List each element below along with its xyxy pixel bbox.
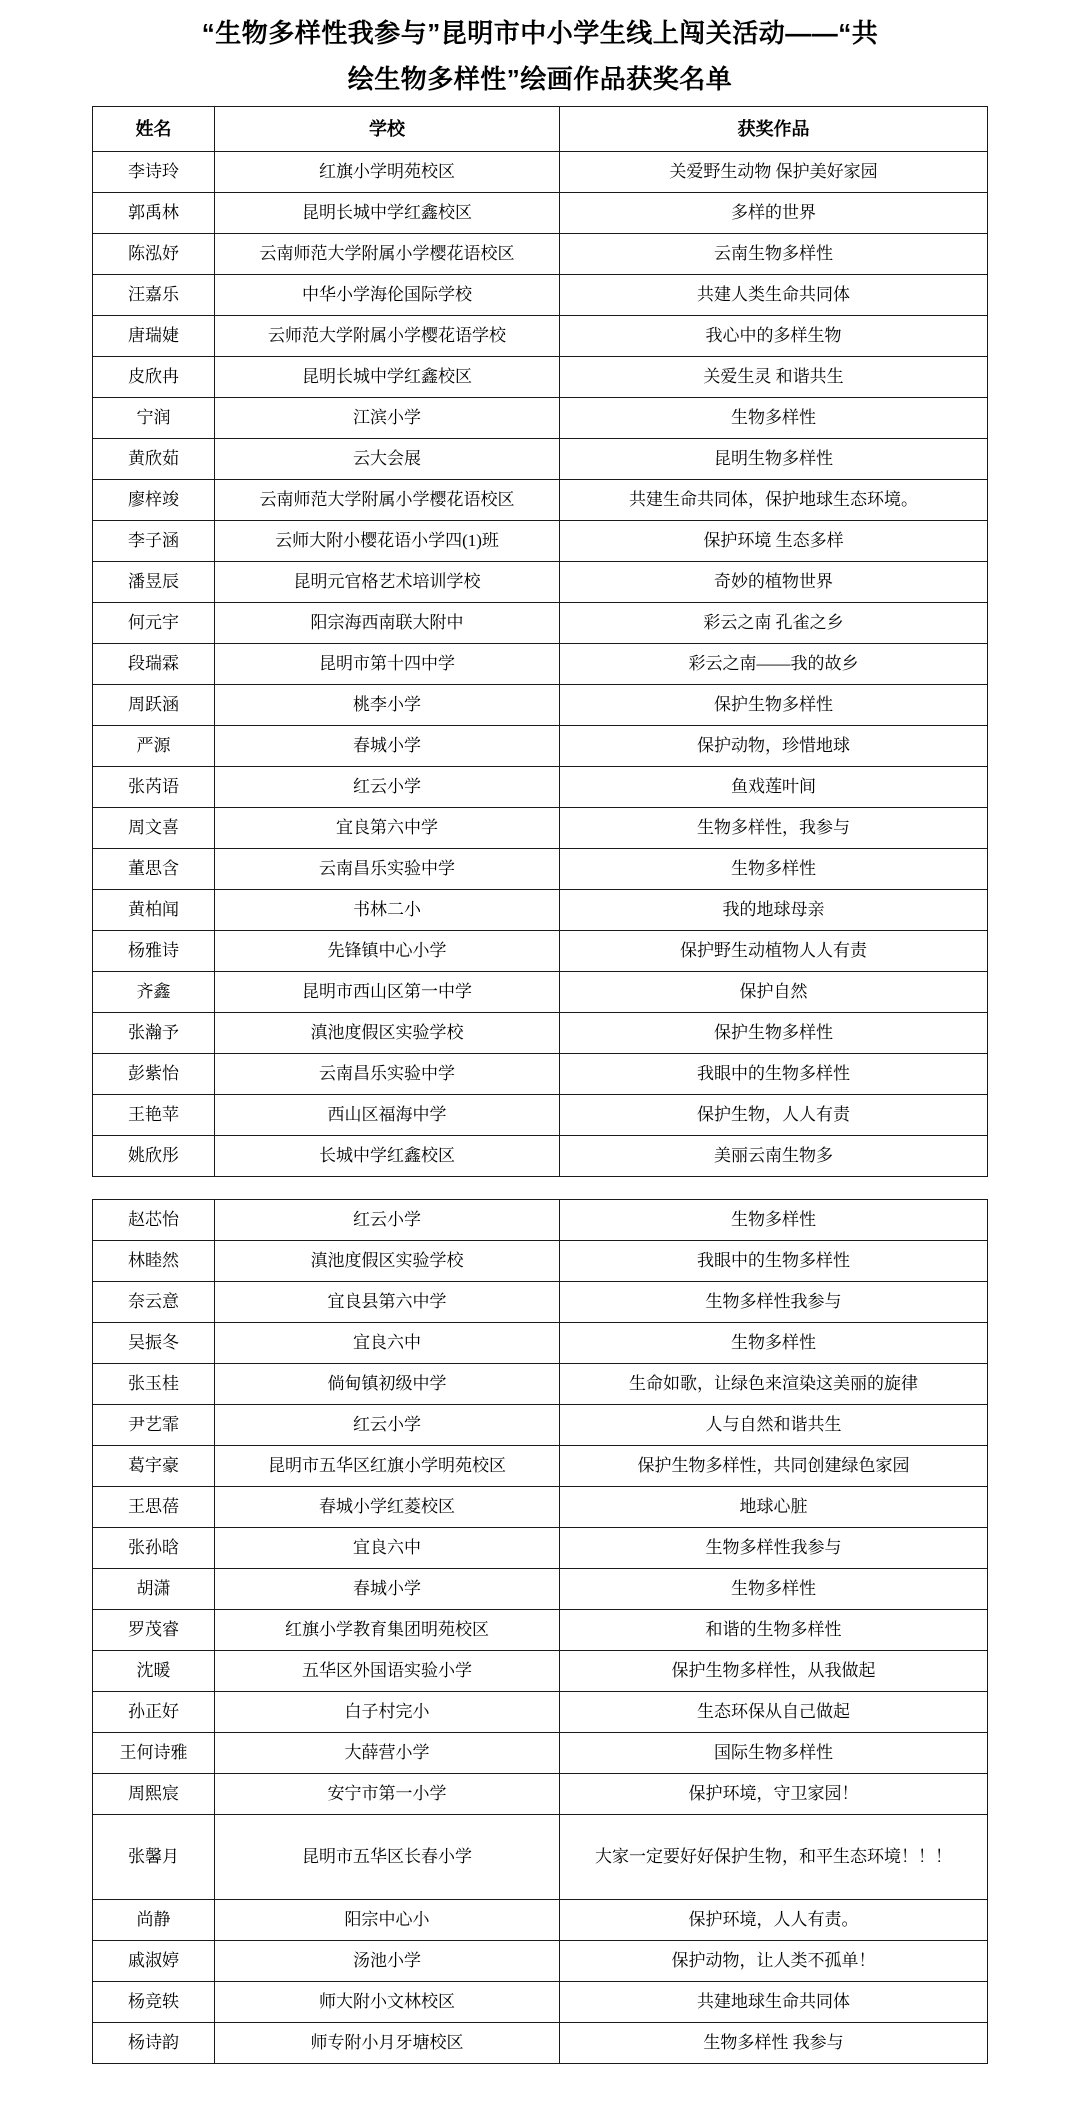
- table-row: [93, 1282, 988, 1323]
- table-row: [93, 1487, 988, 1528]
- cell-work: 生物多样性我参与: [560, 1282, 988, 1323]
- cell-work: 保护环境，人人有责。: [560, 1900, 988, 1941]
- cell-work: 我眼中的生物多样性: [560, 1241, 988, 1282]
- table-row: [93, 275, 988, 316]
- cell-school: 阳宗中心小: [215, 1900, 560, 1941]
- cell-work: 多样的世界: [560, 193, 988, 234]
- cell-school: 汤池小学: [215, 1941, 560, 1982]
- cell-name: 段瑞霖: [93, 644, 215, 685]
- cell-name: 皮欣冉: [93, 357, 215, 398]
- table-header-row: [93, 107, 988, 152]
- cell-name: 林睦然: [93, 1241, 215, 1282]
- cell-name: 王艳苹: [93, 1095, 215, 1136]
- cell-work: 保护生物，人人有责: [560, 1095, 988, 1136]
- table-row: [93, 849, 988, 890]
- award-table-body-1: [93, 152, 988, 1177]
- cell-school: 昆明市五华区长春小学: [215, 1815, 560, 1900]
- cell-work: 大家一定要好好保护生物，和平生态环境！！！: [560, 1815, 988, 1900]
- cell-name: 李诗玲: [93, 152, 215, 193]
- table-row: [93, 1200, 988, 1241]
- cell-name: 郭禹林: [93, 193, 215, 234]
- cell-work: 奇妙的植物世界: [560, 562, 988, 603]
- cell-school: 中华小学海伦国际学校: [215, 275, 560, 316]
- table-row: [93, 1405, 988, 1446]
- column-header-school: 学校: [215, 107, 560, 152]
- cell-work: 地球心脏: [560, 1487, 988, 1528]
- cell-name: 张玉桂: [93, 1364, 215, 1405]
- cell-name: 沈暖: [93, 1651, 215, 1692]
- cell-work: 国际生物多样性: [560, 1733, 988, 1774]
- cell-school: 云南昌乐实验中学: [215, 849, 560, 890]
- cell-name: 齐鑫: [93, 972, 215, 1013]
- table-row: [93, 439, 988, 480]
- cell-work: 云南生物多样性: [560, 234, 988, 275]
- table-row: [93, 1241, 988, 1282]
- table-row: [93, 890, 988, 931]
- cell-work: 保护生物多样性，共同创建绿色家园: [560, 1446, 988, 1487]
- cell-school: 春城小学红菱校区: [215, 1487, 560, 1528]
- cell-work: 生物多样性: [560, 1569, 988, 1610]
- cell-work: 生物多样性: [560, 1323, 988, 1364]
- cell-school: 红云小学: [215, 1200, 560, 1241]
- cell-name: 严源: [93, 726, 215, 767]
- cell-name: 彭紫怡: [93, 1054, 215, 1095]
- cell-name: 姚欣彤: [93, 1136, 215, 1177]
- cell-work: 生物多样性: [560, 1200, 988, 1241]
- cell-school: 阳宗海西南联大附中: [215, 603, 560, 644]
- award-table-section-1: [92, 106, 988, 1177]
- award-table-section-2: [92, 1199, 988, 2064]
- cell-name: 王思蓓: [93, 1487, 215, 1528]
- table-row: [93, 808, 988, 849]
- cell-school: 倘甸镇初级中学: [215, 1364, 560, 1405]
- table-row: [93, 1982, 988, 2023]
- cell-work: 保护生物多样性: [560, 685, 988, 726]
- cell-school: 西山区福海中学: [215, 1095, 560, 1136]
- page-title: [0, 0, 1080, 106]
- cell-school: 红旗小学教育集团明苑校区: [215, 1610, 560, 1651]
- page-title-line-2: 绘生物多样性”绘画作品获奖名单: [347, 64, 733, 94]
- cell-work: 人与自然和谐共生: [560, 1405, 988, 1446]
- cell-school: 江滨小学: [215, 398, 560, 439]
- table-row: [93, 1569, 988, 1610]
- table-row: [93, 767, 988, 808]
- cell-name: 周跃涵: [93, 685, 215, 726]
- cell-work: 共建生命共同体，保护地球生态环境。: [560, 480, 988, 521]
- cell-work: 生物多样性我参与: [560, 1528, 988, 1569]
- cell-school: 滇池度假区实验学校: [215, 1241, 560, 1282]
- cell-work: 美丽云南生物多: [560, 1136, 988, 1177]
- table-row: [93, 603, 988, 644]
- table-row: [93, 1610, 988, 1651]
- table-row: [93, 1774, 988, 1815]
- cell-school: 昆明市西山区第一中学: [215, 972, 560, 1013]
- cell-school: 宜良县第六中学: [215, 1282, 560, 1323]
- cell-name: 张瀚予: [93, 1013, 215, 1054]
- cell-school: 红云小学: [215, 1405, 560, 1446]
- table-row: [93, 1136, 988, 1177]
- cell-school: 书林二小: [215, 890, 560, 931]
- table-row: [93, 1941, 988, 1982]
- cell-school: 桃李小学: [215, 685, 560, 726]
- cell-name: 李子涵: [93, 521, 215, 562]
- table-row: [93, 357, 988, 398]
- table-row: [93, 152, 988, 193]
- table-row: [93, 1815, 988, 1900]
- cell-school: 昆明市五华区红旗小学明苑校区: [215, 1446, 560, 1487]
- cell-school: 师大附小文林校区: [215, 1982, 560, 2023]
- cell-work: 鱼戏莲叶间: [560, 767, 988, 808]
- cell-name: 杨竞轶: [93, 1982, 215, 2023]
- table-row: [93, 398, 988, 439]
- table-row: [93, 1364, 988, 1405]
- cell-work: 保护动物，让人类不孤单！: [560, 1941, 988, 1982]
- cell-name: 汪嘉乐: [93, 275, 215, 316]
- cell-school: 昆明长城中学红鑫校区: [215, 357, 560, 398]
- cell-work: 生物多样性: [560, 398, 988, 439]
- cell-name: 戚淑婷: [93, 1941, 215, 1982]
- column-header-name: 姓名: [93, 107, 215, 152]
- cell-name: 宁润: [93, 398, 215, 439]
- cell-work: 生物多样性 我参与: [560, 2023, 988, 2064]
- cell-school: 云师范大学附属小学樱花语学校: [215, 316, 560, 357]
- cell-work: 生态环保从自己做起: [560, 1692, 988, 1733]
- cell-name: 胡潇: [93, 1569, 215, 1610]
- cell-work: 关爱生灵 和谐共生: [560, 357, 988, 398]
- table-row: [93, 644, 988, 685]
- cell-school: 师专附小月牙塘校区: [215, 2023, 560, 2064]
- cell-school: 春城小学: [215, 1569, 560, 1610]
- table-row: [93, 726, 988, 767]
- cell-school: 云师大附小樱花语小学四(1)班: [215, 521, 560, 562]
- cell-name: 周文喜: [93, 808, 215, 849]
- table-row: [93, 1013, 988, 1054]
- table-row: [93, 1528, 988, 1569]
- column-header-work: 获奖作品: [560, 107, 988, 152]
- cell-work: 保护生物多样性，从我做起: [560, 1651, 988, 1692]
- cell-school: 云南师范大学附属小学樱花语校区: [215, 234, 560, 275]
- cell-name: 张馨月: [93, 1815, 215, 1900]
- cell-name: 张芮语: [93, 767, 215, 808]
- table-row: [93, 1054, 988, 1095]
- cell-school: 大薛营小学: [215, 1733, 560, 1774]
- award-table-body-2: [93, 1200, 988, 2064]
- cell-work: 保护动物，珍惜地球: [560, 726, 988, 767]
- cell-school: 安宁市第一小学: [215, 1774, 560, 1815]
- cell-work: 保护野生动植物人人有责: [560, 931, 988, 972]
- cell-name: 何元宇: [93, 603, 215, 644]
- cell-name: 唐瑞婕: [93, 316, 215, 357]
- cell-work: 我心中的多样生物: [560, 316, 988, 357]
- cell-work: 生命如歌，让绿色来渲染这美丽的旋律: [560, 1364, 988, 1405]
- cell-name: 吴振冬: [93, 1323, 215, 1364]
- cell-school: 长城中学红鑫校区: [215, 1136, 560, 1177]
- cell-name: 罗茂睿: [93, 1610, 215, 1651]
- table-row: [93, 1323, 988, 1364]
- cell-work: 我的地球母亲: [560, 890, 988, 931]
- cell-work: 保护环境 生态多样: [560, 521, 988, 562]
- table-row: [93, 1900, 988, 1941]
- cell-school: 宜良六中: [215, 1528, 560, 1569]
- cell-name: 孙正好: [93, 1692, 215, 1733]
- cell-school: 昆明长城中学红鑫校区: [215, 193, 560, 234]
- table-row: [93, 193, 988, 234]
- cell-name: 葛宇豪: [93, 1446, 215, 1487]
- cell-work: 共建人类生命共同体: [560, 275, 988, 316]
- cell-work: 我眼中的生物多样性: [560, 1054, 988, 1095]
- table-row: [93, 972, 988, 1013]
- table-row: [93, 316, 988, 357]
- cell-school: 宜良第六中学: [215, 808, 560, 849]
- cell-school: 云大会展: [215, 439, 560, 480]
- cell-name: 潘昱辰: [93, 562, 215, 603]
- cell-school: 滇池度假区实验学校: [215, 1013, 560, 1054]
- table-row: [93, 521, 988, 562]
- cell-name: 陈泓妤: [93, 234, 215, 275]
- cell-school: 宜良六中: [215, 1323, 560, 1364]
- cell-school: 红云小学: [215, 767, 560, 808]
- cell-work: 生物多样性，我参与: [560, 808, 988, 849]
- cell-work: 彩云之南 孔雀之乡: [560, 603, 988, 644]
- cell-work: 昆明生物多样性: [560, 439, 988, 480]
- cell-name: 杨诗韵: [93, 2023, 215, 2064]
- cell-name: 廖梓竣: [93, 480, 215, 521]
- section-divider: [93, 1177, 988, 1199]
- table-row: [93, 1095, 988, 1136]
- cell-school: 红旗小学明苑校区: [215, 152, 560, 193]
- cell-work: 生物多样性: [560, 849, 988, 890]
- cell-school: 先锋镇中心小学: [215, 931, 560, 972]
- table-row: [93, 685, 988, 726]
- table-row: [93, 1651, 988, 1692]
- cell-work: 保护自然: [560, 972, 988, 1013]
- cell-work: 彩云之南——我的故乡: [560, 644, 988, 685]
- table-row: [93, 931, 988, 972]
- table-row: [93, 2023, 988, 2064]
- cell-name: 张孙晗: [93, 1528, 215, 1569]
- cell-work: 保护环境，守卫家园！: [560, 1774, 988, 1815]
- cell-name: 黄柏闻: [93, 890, 215, 931]
- cell-name: 黄欣茹: [93, 439, 215, 480]
- cell-name: 王何诗雅: [93, 1733, 215, 1774]
- cell-school: 五华区外国语实验小学: [215, 1651, 560, 1692]
- cell-work: 共建地球生命共同体: [560, 1982, 988, 2023]
- table-row: [93, 1692, 988, 1733]
- cell-name: 周熙宸: [93, 1774, 215, 1815]
- cell-school: 云南师范大学附属小学樱花语校区: [215, 480, 560, 521]
- table-row: [93, 1733, 988, 1774]
- table-row: [93, 1446, 988, 1487]
- cell-school: 春城小学: [215, 726, 560, 767]
- cell-school: 昆明市第十四中学: [215, 644, 560, 685]
- table-row: [93, 234, 988, 275]
- page-title-line-1: “生物多样性我参与”昆明市中小学生线上闯关活动——“共: [201, 18, 879, 48]
- cell-name: 奈云意: [93, 1282, 215, 1323]
- cell-school: 昆明元官格艺术培训学校: [215, 562, 560, 603]
- cell-work: 关爱野生动物 保护美好家园: [560, 152, 988, 193]
- cell-name: 董思含: [93, 849, 215, 890]
- cell-name: 尹艺霏: [93, 1405, 215, 1446]
- table-row: [93, 562, 988, 603]
- table-row: [93, 480, 988, 521]
- cell-school: 云南昌乐实验中学: [215, 1054, 560, 1095]
- cell-name: 赵芯怡: [93, 1200, 215, 1241]
- cell-name: 尚静: [93, 1900, 215, 1941]
- cell-work: 保护生物多样性: [560, 1013, 988, 1054]
- cell-name: 杨雅诗: [93, 931, 215, 972]
- cell-work: 和谐的生物多样性: [560, 1610, 988, 1651]
- cell-school: 白子村完小: [215, 1692, 560, 1733]
